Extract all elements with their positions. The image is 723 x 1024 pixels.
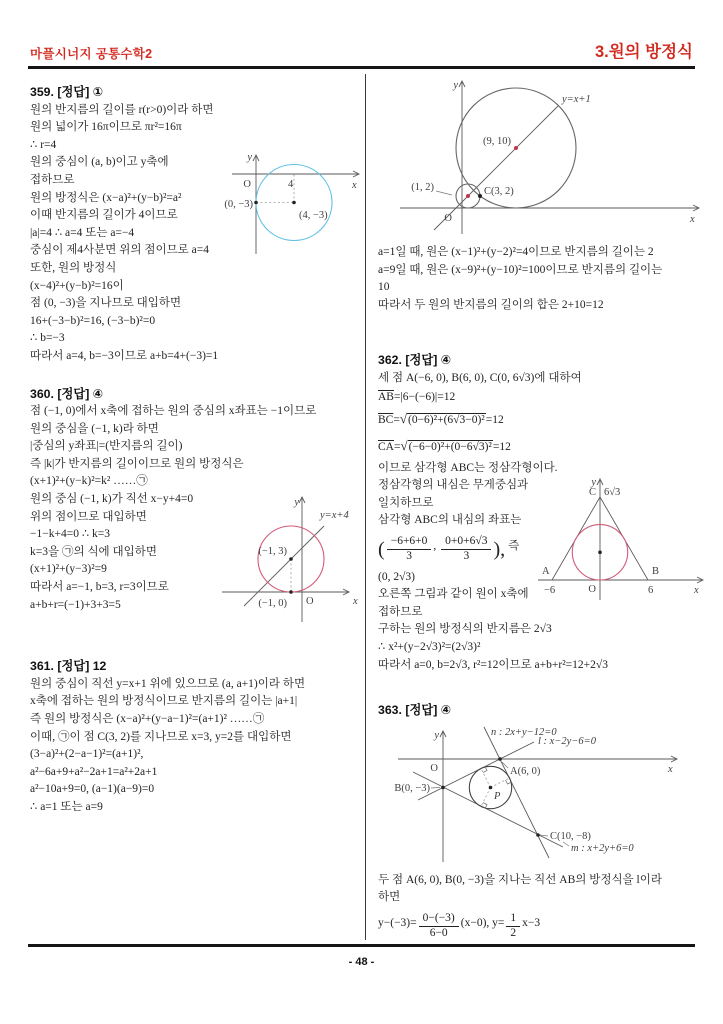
fraction: $\frac{0-(-3)}{6-0}$ bbox=[419, 912, 459, 941]
problem-360-title: 360. [정답] ④ bbox=[30, 386, 104, 401]
solution-line: a=1일 때, 원은 (x−1)²+(y−2)²=4이므로 반지름의 길이는 2 bbox=[378, 246, 654, 258]
line-y-eq-x-plus-4 bbox=[244, 526, 324, 606]
solution-line: 위의 점이므로 대입하면 bbox=[30, 510, 147, 523]
solution-line: 원의 반지름의 길이를 r(r>0)이라 하면 bbox=[30, 103, 214, 116]
point-p-dot bbox=[489, 785, 493, 789]
radicand: (0−6)²+(6√3−0)² bbox=[407, 413, 485, 426]
solution-line: ∴ x²+(y−2√3)²=(2√3)² bbox=[378, 640, 481, 653]
solution-line: 따라서 a=4, b=−3이므로 a+b=4+(−3)=1 bbox=[30, 349, 219, 362]
diagram-359 bbox=[216, 146, 364, 261]
solution-line: 접하므로 bbox=[378, 605, 423, 618]
solution-361 bbox=[30, 658, 363, 816]
leader-line bbox=[436, 191, 452, 195]
point-dot bbox=[292, 201, 296, 205]
solution-line: (x+1)²+(y−k)²=k² ……㉠ bbox=[30, 475, 148, 488]
solution-line bbox=[378, 388, 712, 406]
solution-line: a²−6a+9+a²−2a+1=a²+2a+1 bbox=[30, 765, 158, 778]
solution-361-continued bbox=[378, 244, 712, 314]
small-center-label: (1, 2) bbox=[411, 182, 434, 193]
solution-line: 원의 중심 (−1, k)가 직선 x−y+4=0 bbox=[30, 493, 194, 506]
solution-line bbox=[378, 433, 712, 460]
y-axis-label: y bbox=[591, 477, 596, 488]
tangent-label: (−1, 0) bbox=[258, 598, 287, 609]
point-p-label: P bbox=[494, 790, 501, 802]
tangent-dot bbox=[289, 590, 293, 594]
solution-line: 하면 bbox=[378, 891, 401, 904]
solution-line: a+b+r=(−1)+3+3=5 bbox=[30, 598, 121, 611]
radical-sign: √ bbox=[400, 437, 408, 453]
diagram-361 bbox=[378, 74, 708, 240]
equation-mid: (x−0), y= bbox=[460, 916, 505, 929]
solution-line: (0, 2√3) bbox=[378, 570, 415, 583]
solution-line: 점 (−1, 0)에서 x축에 접하는 원의 중심의 x좌표는 −1이므로 bbox=[30, 405, 317, 418]
solution-line: 따라서 두 원의 반지름의 길이의 합은 2+10=12 bbox=[378, 298, 604, 311]
point-b-label: B(0, −3) bbox=[394, 782, 430, 794]
solution-line: (x−4)²+(y−b)²=16이 bbox=[30, 279, 124, 292]
column-divider bbox=[365, 74, 366, 940]
solution-line: 삼각형 ABC의 내심의 좌표는 bbox=[378, 514, 522, 527]
header-rule bbox=[28, 66, 695, 69]
line-label: y=x+1 bbox=[562, 94, 591, 105]
solution-line: ∴ r=4 bbox=[30, 138, 57, 151]
solution-line: 원의 중심을 (−1, k)라 하면 bbox=[30, 422, 159, 435]
solution-line: 즉 원의 방정식은 (x−a)²+(y−a−1)²=(a+1)² ……㉠ bbox=[30, 713, 265, 725]
solution-line: 세 점 A(−6, 0), B(6, 0), C(0, 6√3)에 대하여 bbox=[378, 371, 582, 384]
point-a-label: A(6, 0) bbox=[510, 765, 541, 777]
solution-line bbox=[378, 406, 712, 433]
diagram-363 bbox=[378, 724, 713, 864]
center-dot bbox=[289, 557, 293, 561]
problem-363-title: 363. [정답] ④ bbox=[378, 703, 452, 718]
solution-line: |중심의 y좌표|=(반지름의 길이) bbox=[30, 440, 183, 453]
solution-line: 10 bbox=[378, 281, 390, 294]
vertex-c-value: 6√3 bbox=[604, 487, 621, 498]
page-number: - 48 - bbox=[348, 956, 375, 968]
incenter-dot bbox=[598, 551, 602, 555]
solution-line: 즉 |k|가 반지름의 길이이므로 원의 방정식은 bbox=[30, 457, 244, 470]
x-axis-label: x bbox=[690, 214, 695, 225]
leader-line bbox=[431, 787, 440, 788]
solution-line: 오른쪽 그림과 같이 원이 x축에 bbox=[378, 588, 529, 601]
equation-tail: x−3 bbox=[522, 916, 541, 929]
problem-362-title: 362. [정답] ④ bbox=[378, 353, 452, 368]
y-axis-label: y bbox=[247, 152, 252, 163]
solution-line: 원의 중심이 (a, b)이고 y축에 bbox=[30, 156, 169, 169]
solution-line: ∴ a=1 또는 a=9 bbox=[30, 800, 103, 813]
solution-line: 따라서 a=0, b=2√3, r²=12이므로 a+b+r²=12+2√3 bbox=[378, 658, 608, 671]
solution-line: 접하므로 bbox=[30, 173, 75, 186]
point-dot bbox=[254, 201, 258, 205]
solution-line: a=9일 때, 원은 (x−9)²+(y−10)²=100이므로 반지름의 길이는 bbox=[378, 263, 663, 276]
solution-line: 정삼각형의 내심은 무게중심과 bbox=[378, 479, 529, 492]
left-column bbox=[30, 84, 363, 817]
tick-6-label: 6 bbox=[648, 585, 654, 596]
solution-line: 구하는 원의 방정식의 반지름은 2√3 bbox=[378, 623, 552, 636]
big-center-dot bbox=[514, 146, 518, 150]
equation-lead: y−(−3)= bbox=[378, 916, 417, 929]
diagram-360 bbox=[220, 492, 365, 628]
point-c-label: C(3, 2) bbox=[484, 186, 514, 197]
solution-line: 16+(−3−b)²=16, (−3−b)²=0 bbox=[30, 314, 156, 327]
equals-sign: = bbox=[393, 440, 401, 453]
x-axis-label: x bbox=[352, 180, 357, 191]
solution-line: (3−a)²+(2−a−1)²=(a+1)², bbox=[30, 748, 144, 761]
solution-line: 원의 중심이 직선 y=x+1 위에 있으므로 (a, a+1)이라 하면 bbox=[30, 677, 306, 690]
result: =12 bbox=[492, 440, 511, 453]
fraction: $\frac{1}{2}$ bbox=[506, 912, 520, 941]
open-paren: ( bbox=[378, 538, 385, 561]
origin-label: O bbox=[306, 596, 314, 607]
tick-minus6-label: −6 bbox=[544, 585, 556, 596]
segment-ca-overline: $\overline{CA}$ bbox=[378, 440, 394, 453]
x-axis-label: x bbox=[668, 763, 673, 775]
solution-line: |a|=4 ∴ a=4 또는 a=−4 bbox=[30, 226, 135, 239]
line-n-label: n : 2x+y−12=0 bbox=[491, 726, 557, 738]
line-y-eq-x-plus-1 bbox=[434, 106, 558, 230]
solution-line: ∴ b=−3 bbox=[30, 332, 65, 345]
comma: , bbox=[433, 539, 440, 552]
right-column bbox=[378, 74, 712, 945]
segment-ab-overline: $\overline{AB}$ bbox=[378, 390, 394, 403]
header-chapter-title: 3.원의 방정식 bbox=[594, 43, 693, 61]
y-axis-label: y bbox=[453, 80, 458, 91]
point-c-dot bbox=[536, 833, 540, 837]
solution-line: 이때 반지름의 길이가 4이므로 bbox=[30, 209, 178, 222]
solution-line: 또한, 원의 방정식 bbox=[30, 261, 117, 274]
line-label: y=x+4 bbox=[320, 510, 349, 521]
tick-4-label: 4 bbox=[288, 179, 294, 190]
solution-line: 따라서 a=−1, b=3, r=3이므로 bbox=[30, 581, 169, 594]
solution-line: 점 (0, −3)을 지나므로 대입하면 bbox=[30, 297, 182, 310]
problem-359-title: 359. [정답] ① bbox=[30, 85, 104, 99]
origin-label: O bbox=[243, 179, 251, 190]
big-center-label: (9, 10) bbox=[483, 136, 511, 147]
solution-line: 중심이 제4사분면 위의 점이므로 a=4 bbox=[30, 244, 210, 257]
diagram-362 bbox=[530, 470, 715, 605]
solution-line: (x+1)²+(y−3)²=9 bbox=[30, 563, 107, 576]
point-c-dot bbox=[478, 194, 482, 198]
solution-line: a²−10a+9=0, (a−1)(a−9)=0 bbox=[30, 783, 155, 796]
center-label: (−1, 3) bbox=[258, 546, 287, 557]
equals-sign: = bbox=[393, 413, 400, 426]
close-paren: ), bbox=[493, 538, 506, 561]
axes bbox=[538, 479, 703, 600]
solution-363 bbox=[378, 702, 712, 940]
line-m-label: m : x+2y+6=0 bbox=[571, 842, 634, 854]
solution-line: 이때, ㉠이 점 C(3, 2)를 지나므로 x=3, y=2를 대입하면 bbox=[30, 730, 292, 743]
header-brand: 마플시너지 공통수학2 bbox=[30, 47, 153, 61]
solution-line: 원의 넓이가 16π이므로 πr²=16π bbox=[30, 121, 182, 134]
point-label-0-m3: (0, −3) bbox=[224, 199, 253, 210]
axes bbox=[398, 731, 677, 862]
solution-line bbox=[378, 912, 712, 941]
segment-ab-rest: =|6−(−6)|=12 bbox=[393, 390, 456, 403]
solution-line: 일치하므로 bbox=[378, 496, 434, 509]
segment-bc-overline: $\overline{BC}$ bbox=[378, 413, 394, 426]
result: =12 bbox=[485, 413, 504, 426]
solution-line: k=3을 ㉠의 식에 대입하면 bbox=[30, 545, 157, 558]
radicand: (−6−0)²+(0−6√3)² bbox=[408, 440, 492, 453]
problem-361-title: 361. [정답] 12 bbox=[30, 659, 107, 674]
y-axis-label: y bbox=[294, 497, 299, 508]
fraction: $\frac{0+0+6√3}{3}$ bbox=[441, 535, 491, 564]
solution-line: 원의 방정식은 (x−a)²+(y−b)²=a² bbox=[30, 191, 182, 204]
leader-line bbox=[563, 842, 569, 846]
x-axis-label: x bbox=[353, 596, 358, 607]
solution-line: x축에 접하는 원의 방정식이므로 반지름의 길이는 |a+1| bbox=[30, 695, 298, 708]
point-label-4-m3: (4, −3) bbox=[299, 210, 328, 221]
solution-line: 이므로 삼각형 ABC는 정삼각형이다. bbox=[378, 461, 558, 474]
line-l-label: l : x−2y−6=0 bbox=[538, 735, 596, 747]
vertex-a-label: A bbox=[542, 566, 550, 577]
small-center-dot bbox=[466, 194, 470, 198]
y-axis-label: y bbox=[434, 729, 439, 741]
axes bbox=[400, 81, 699, 234]
point-c-label: C(10, −8) bbox=[550, 830, 591, 842]
vertex-b-label: B bbox=[652, 566, 660, 577]
tail-text: 즉 bbox=[505, 539, 520, 552]
origin-label: O bbox=[588, 584, 596, 595]
radical-sign: √ bbox=[399, 410, 407, 426]
solution-line: 두 점 A(6, 0), B(0, −3)을 지나는 직선 AB의 방정식을 l이라 bbox=[378, 873, 662, 886]
x-axis-label: x bbox=[694, 585, 699, 596]
vertex-c-label: C bbox=[588, 487, 596, 498]
fraction: $\frac{-6+6+0}{3}$ bbox=[387, 535, 432, 564]
origin-label: O bbox=[430, 762, 438, 774]
solution-line: −1−k+4=0 ∴ k=3 bbox=[30, 528, 110, 541]
origin-label: O bbox=[444, 213, 452, 224]
point-a-dot bbox=[498, 757, 502, 761]
point-b-dot bbox=[441, 785, 445, 789]
